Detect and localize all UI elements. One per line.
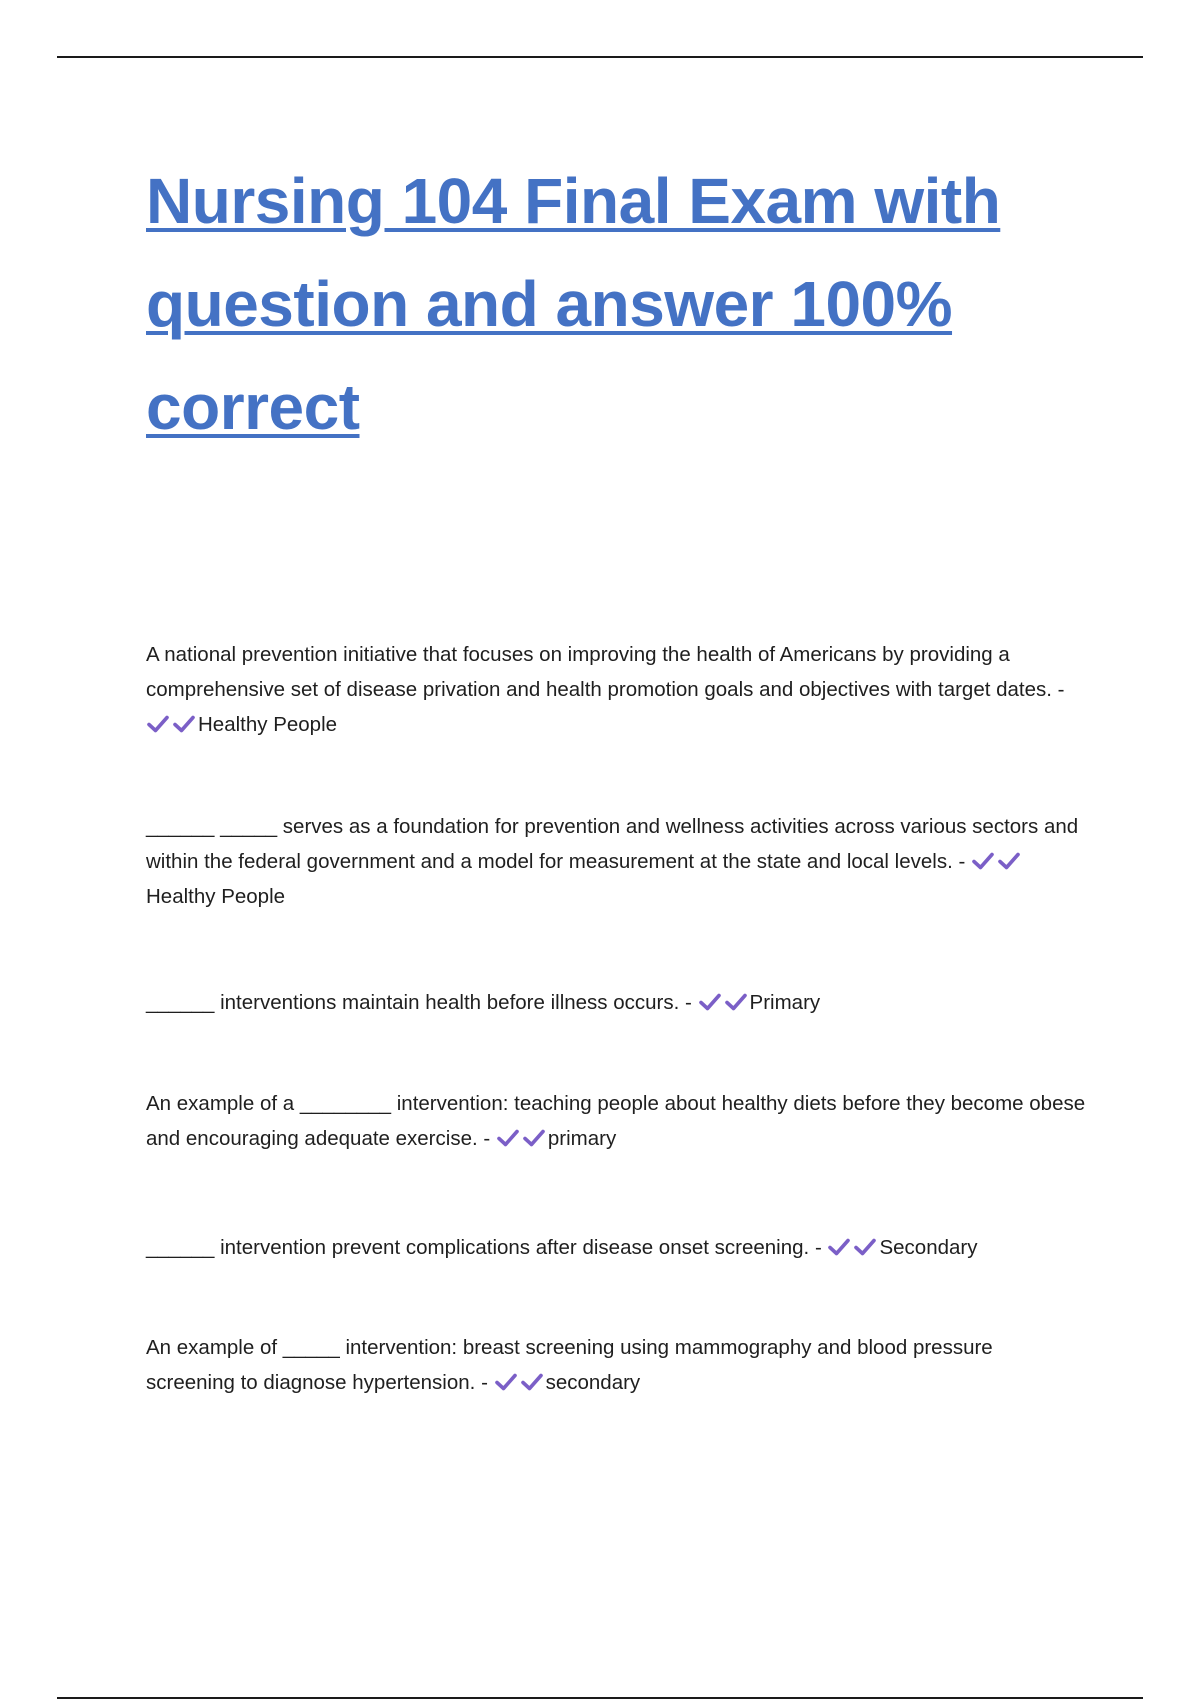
answer-text: Secondary [879,1236,978,1259]
answer-text: Primary [749,991,821,1014]
separator: - [475,1371,494,1394]
qa-item [146,637,1086,742]
top-rule [57,56,1143,58]
question-text: ______ _____ serves as a foundation for prevention and wellness activities across various sectors and within the federal government and a model for measurement at the state and local levels. [146,815,1079,873]
answer-text: secondary [545,1371,641,1394]
qa-item [146,1330,1086,1400]
answer-text: Healthy People [146,885,286,908]
document-title: Nursing 104 Final Exam with question and answer 100% correct [146,165,1001,443]
checkmark-icon [971,851,995,871]
separator: - [679,991,698,1014]
qa-item [146,1086,1086,1156]
question-text: ______ interventions maintain health before illness occurs. [146,991,680,1014]
question-text: ______ intervention prevent complications after disease onset screening. [146,1236,810,1259]
answer-text: Healthy People [198,713,338,736]
checkmark-icon [172,714,196,734]
qa-item [146,809,1086,914]
checkmark-icon [698,992,722,1012]
bottom-rule [57,1697,1143,1699]
checkmark-icon [853,1237,877,1257]
qa-item [146,1230,1086,1265]
checkmark-icon [494,1372,518,1392]
separator: - [1051,678,1065,701]
question-text: A national prevention initiative that focuses on improving the health of Americans by providing a comprehensive set of disease privation and health promotion goals and objectives with target dates. [146,643,1052,701]
checkmark-icon [520,1372,544,1392]
checkmark-icon [724,992,748,1012]
question-text: An example of _____ intervention: breast screening using mammography and blood pressure screening to diagnose hypertension. [146,1336,993,1394]
checkmark-icon [997,851,1021,871]
question-text: An example of a ________ intervention: teaching people about healthy diets before they become obese and encouraging adequate exercise. [146,1092,1086,1150]
separator: - [477,1127,496,1150]
checkmark-icon [522,1128,546,1148]
qa-item [146,985,1086,1020]
answer-text: primary [547,1127,617,1150]
checkmark-icon [827,1237,851,1257]
checkmark-icon [146,714,170,734]
separator: - [952,850,972,873]
checkmark-icon [496,1128,520,1148]
separator: - [809,1236,828,1259]
